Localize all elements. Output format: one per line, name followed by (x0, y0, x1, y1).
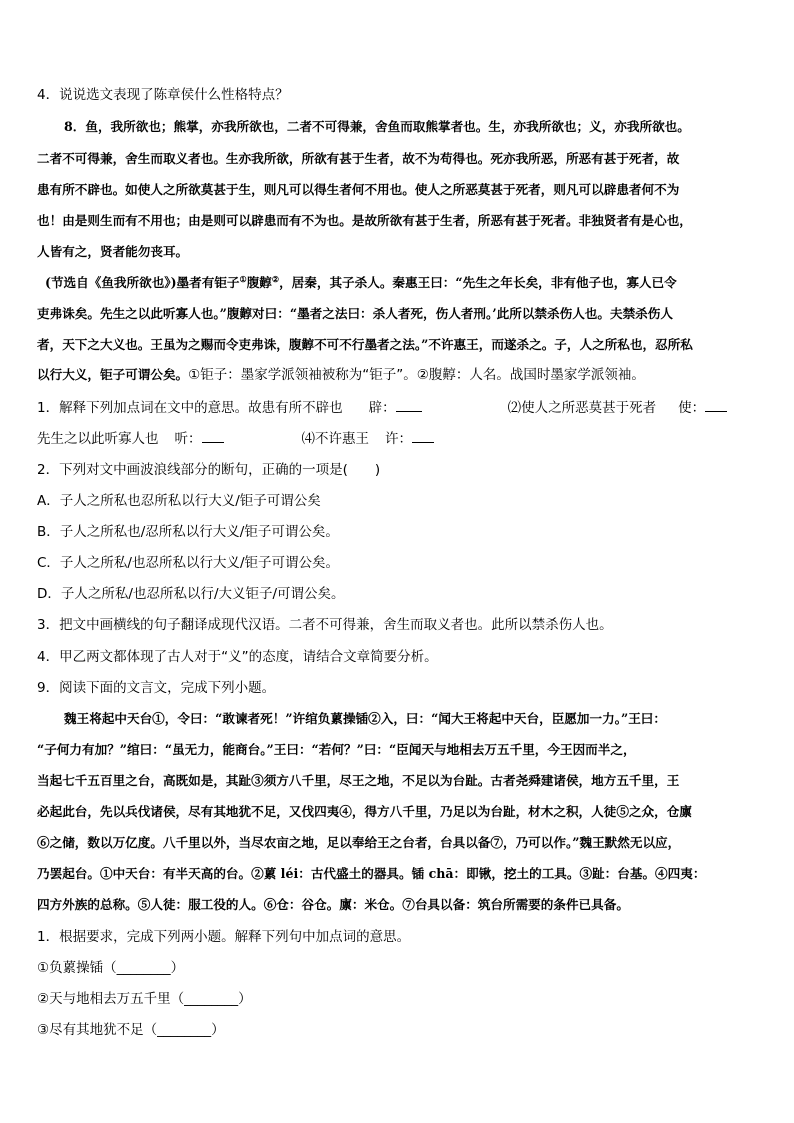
option-d[interactable]: D．子人之所私/也忍所私以行/大义钜子/可谓公矣。 (37, 586, 345, 602)
word-2-label: 使： (678, 400, 706, 416)
question-2: 2．下列对文中画波浪线部分的断句，正确的一项是( ) (37, 462, 381, 478)
question-3: 3．把文中画横线的句子翻译成现代汉语。二者不可得兼，舍生而取义者也。此所以禁杀伤人也。 (37, 617, 613, 633)
passage-b-name: 腹䵍 (246, 275, 272, 290)
question-1-line-1 (37, 396, 727, 416)
question-9-sub-1: 1．根据要求，完成下列两小题。解释下列句中加点词的意思。 (37, 929, 411, 945)
passage-b-footnotes: ①钜子：墨家学派领袖被称为“钜子”。②腹䵍：人名。战国时墨家学派领袖。 (188, 367, 645, 383)
passage-b-ending: 以行大义，钜子可谓公矣。 (37, 367, 189, 382)
footnote-marker-2: ② (271, 273, 280, 284)
passage8-line-3: 患有所不辟也。如使人之所欲莫甚于生，则凡可以得生者何不用也。使人之所恶莫甚于死者，则凡可以辟患者何不为 (37, 182, 680, 197)
passage8-line-2: 二者不可得兼，舍生而取义者也。生亦我所欲，所欲有甚于生者，故不为苟得也。死亦我所恶，所恶有甚于死者，故 (37, 151, 680, 166)
sub-item-1[interactable]: ①负蔂操锸（________） (37, 960, 185, 976)
question-1-line-2 (37, 427, 434, 447)
question-1-prompt: 1．解释下列加点词在文中的意思。故患有所不辟也 (37, 400, 343, 416)
sub-item-3[interactable]: ③尽有其地犹不足（________） (37, 1022, 225, 1038)
question-1-item-2: ⑵使人之所恶莫甚于死者 (507, 400, 657, 416)
passage9-line-4: 必起此台，先以兵伐诸侯，尽有其地犹不足，又伐四夷④，得方八千里，乃足以为台趾，材木之积，人徒⑤之众，仓廪 (37, 804, 692, 819)
option-a[interactable]: A．子人之所私也忍所私以行大义/钜子可谓公矣 (37, 493, 321, 509)
answer-blank-4[interactable] (412, 430, 434, 443)
passage-b-line-1 (45, 272, 677, 291)
passage8-line-4: 也！由是则生而有不用也；由是则可以辟患而有不为也。是故所欲有甚于生者，所恶有甚于死者。非独贤者有是心也， (37, 213, 692, 228)
question-4-heading: 4．说说选文表现了陈章侯什么性格特点？ (37, 87, 289, 103)
passage9-line-5: ⑥之储，数以万亿度。八千里以外，当尽农亩之地，足以奉给王之台者，台具以备⑦，乃可以作。”魏王默然无以应， (37, 835, 681, 850)
word-3-label: 听： (174, 431, 202, 447)
answer-blank-1[interactable] (396, 399, 422, 412)
question-1-item-3: 先生之以此听寡人也 (37, 431, 159, 447)
passage9-line-1: 魏王将起中天台①，令曰：“敢谏者死！”许绾负蔂操锸②入，曰：“闻大王将起中天台，臣愿加一力。”王曰： (64, 711, 666, 726)
question-1-item-4: ⑷不许惠王 (301, 431, 369, 447)
passage-b-text: ，居秦，其子杀人。秦惠王曰：“先生之年长矣，非有他子也，寡人已令 (279, 275, 677, 290)
answer-blank-3[interactable] (202, 430, 224, 443)
passage8-line-5: 人皆有之，贤者能勿丧耳。 (37, 244, 189, 259)
word-1-label: 辟： (368, 400, 396, 416)
passage9-line-6: 乃罢起台。①中天台：有半天高的台。②蔂 léi：古代盛土的器具。锸 chā：即锹，挖土的工具。③趾：台基。④四夷： (37, 866, 706, 881)
footnote-marker-1: ① (239, 273, 247, 284)
passage8-line-1: 8．鱼，我所欲也；熊掌，亦我所欲也，二者不可得兼，舍鱼而取熊掌者也。生，亦我所欲也；义，亦我所欲也。 (64, 119, 690, 134)
passage-b-source: (节选自《鱼我所欲也》)墨者有钜子 (45, 275, 240, 290)
passage-b-line-4 (37, 363, 645, 383)
question-4: 4．甲乙两文都体现了古人对于“义”的态度，请结合文章简要分析。 (37, 649, 438, 665)
passage-b-line-2: 吏弗诛矣。先生之以此听寡人也。”腹䵍对曰：“墨者之法曰：杀人者死，伤人者刑。’此所以禁杀伤人也。夫禁杀伤人 (37, 306, 673, 321)
passage9-line-3: 当起七千五百里之台，高既如是，其趾③须方八千里，尽王之地，不足以为台趾。古者尧舜建诸侯，地方五千里，王 (37, 773, 680, 788)
word-4-label: 许： (385, 431, 412, 447)
passage-b-line-3: 者，天下之大义也。王虽为之赐而令吏弗诛，腹䵍不可不行墨者之法。”不许惠王，而遂杀之。子，人之所私也，忍所私 (37, 337, 693, 352)
answer-blank-2[interactable] (705, 399, 727, 412)
passage9-line-2: “子何力有加？”绾曰：“虽无力，能商台。”王曰：“若何？”曰：“臣闻天与地相去万五千里，今王因而半之， (37, 742, 636, 757)
sub-item-2[interactable]: ②天与地相去万五千里（________） (37, 991, 252, 1007)
question-9: 9．阅读下面的文言文，完成下列小题。 (37, 680, 276, 696)
passage9-line-7: 四方外族的总称。⑤人徒：服工役的人。⑥仓：谷仓。廪：米仓。⑦台具以备：筑台所需要的条件已具备。 (37, 897, 629, 912)
option-b[interactable]: B．子人之所私也/忍所私以行大义/钜子可谓公矣。 (37, 524, 339, 540)
option-c[interactable]: C．子人之所私/也忍所私以行大义/钜子可谓公矣。 (37, 555, 340, 571)
